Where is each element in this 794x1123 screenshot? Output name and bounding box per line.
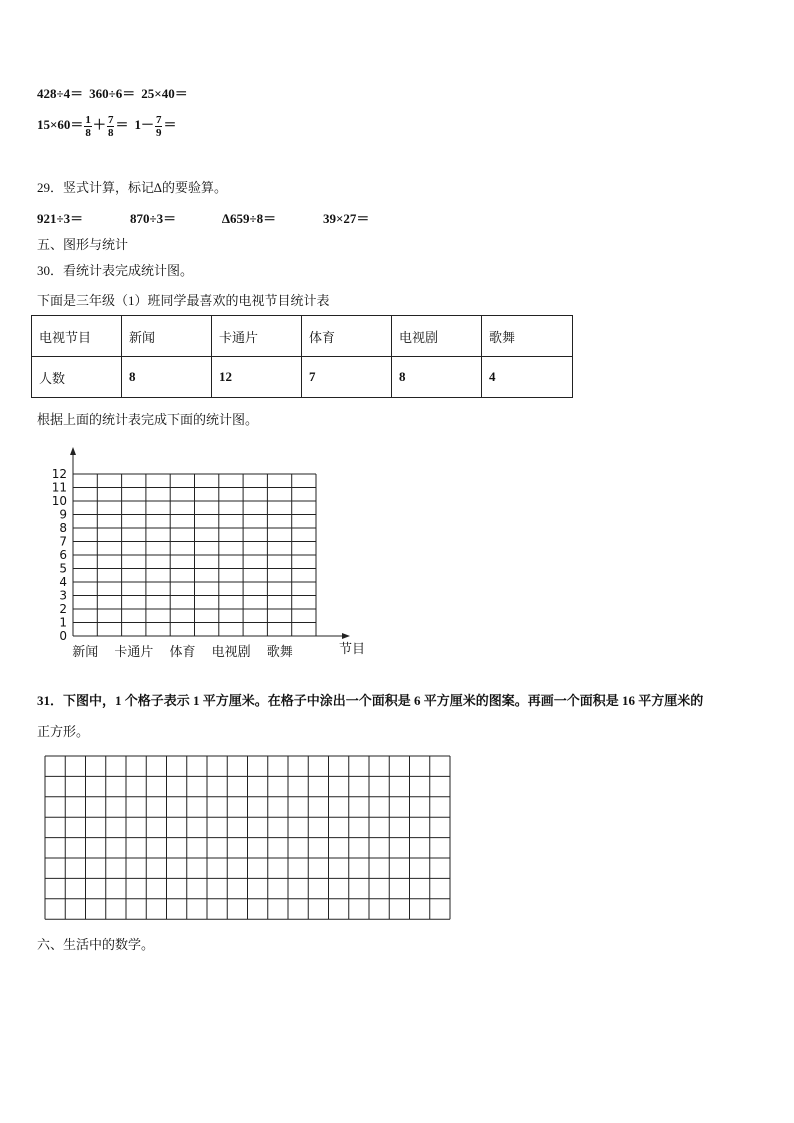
table-cell: 7 (302, 357, 392, 398)
statistics-table (31, 315, 573, 398)
q28-line1 (37, 83, 188, 102)
y-tick-label: 11 (51, 480, 67, 495)
y-tick-label: 6 (59, 548, 67, 562)
q28-item-4: 15×60＝ (37, 117, 84, 132)
table-cell: 卡通片 (212, 316, 302, 357)
table-cell: 12 (212, 357, 302, 398)
bar-chart[interactable] (20, 445, 366, 665)
table-cell: 8 (392, 357, 482, 398)
q29-item-3: ∆659÷8＝ (222, 211, 277, 226)
q28-line2 (37, 111, 176, 139)
y-tick-label: 12 (51, 467, 67, 481)
fraction-denominator: 8 (107, 126, 114, 139)
fraction-numerator: 7 (107, 113, 114, 126)
table-cell: 歌舞 (482, 316, 573, 357)
fraction-7-8 (107, 114, 115, 139)
q28-item-1: 428÷4＝ (37, 86, 84, 101)
y-tick-label: 9 (59, 507, 67, 522)
y-tick-label: 5 (59, 561, 67, 576)
y-tick-label: 3 (59, 588, 67, 603)
q29-title: 29．竖式计算，标记∆的要验算。 (37, 180, 227, 195)
fraction-1-8 (84, 114, 92, 139)
y-tick-label: 7 (59, 534, 67, 549)
table-cell: 体育 (302, 316, 392, 357)
q29-item-4: 39×27＝ (323, 211, 370, 226)
table-cell: 电视节目 (32, 316, 122, 357)
table-cell: 4 (482, 357, 573, 398)
fraction-7-9 (155, 114, 163, 139)
q29-item-1: 921÷3＝ (37, 211, 84, 226)
section-5-heading: 五、图形与统计 (37, 237, 129, 252)
table-data-row (32, 357, 573, 398)
chart-y-ticks (52, 467, 67, 643)
x-category-label: 新闻 (72, 645, 99, 660)
table-cell: 8 (122, 357, 212, 398)
fraction-denominator: 8 (85, 126, 91, 139)
square-grid[interactable] (44, 755, 454, 921)
y-axis-arrow-icon (70, 447, 76, 455)
table-header-row (32, 316, 573, 357)
plus-sign: ＋ (92, 117, 106, 132)
x-category-label: 体育 (169, 645, 196, 660)
fraction-numerator: 7 (155, 113, 162, 126)
equals-sign: ＝ (163, 117, 177, 132)
y-tick-label: 1 (59, 615, 67, 630)
x-category-label: 歌舞 (266, 645, 293, 660)
q28-item-3: 25×40＝ (141, 86, 188, 101)
q31-line1: 31．下图中，1 个格子表示 1 平方厘米。在格子中涂出一个面积是 6 平方厘米的图案。再画一个面积是 16 平方厘米的 (37, 693, 704, 708)
y-tick-label: 2 (59, 602, 67, 616)
table-cell: 新闻 (122, 316, 212, 357)
chart-instruction: 根据上面的统计表完成下面的统计图。 (37, 412, 259, 427)
y-tick-label: 8 (59, 521, 67, 535)
fraction-denominator: 9 (155, 126, 162, 139)
q31-line2: 正方形。 (37, 724, 90, 739)
fraction-numerator: 1 (85, 113, 91, 126)
chart-categories (72, 641, 365, 660)
x-category-label: 卡通片 (114, 645, 154, 660)
table-caption: 下面是三年级（1）班同学最喜欢的电视节目统计表 (37, 293, 330, 308)
q28-item-2: 360÷6＝ (89, 86, 136, 101)
x-category-label: 电视剧 (211, 645, 251, 660)
y-tick-label: 10 (51, 494, 67, 508)
x-axis-label: 节目 (338, 642, 366, 657)
q29-item-2: 870÷3＝ (130, 211, 177, 226)
q30-title: 30．看统计表完成统计图。 (37, 263, 194, 278)
one-minus: 1－ (134, 117, 154, 132)
y-tick-label: 0 (59, 629, 67, 643)
equals-sign: ＝ (115, 117, 129, 132)
section-6-heading: 六、生活中的数学。 (37, 937, 155, 952)
table-cell: 人数 (32, 357, 122, 398)
table-cell: 电视剧 (392, 316, 482, 357)
y-tick-label: 4 (59, 575, 67, 589)
x-axis-arrow-icon (342, 633, 350, 639)
chart-grid (70, 447, 350, 639)
